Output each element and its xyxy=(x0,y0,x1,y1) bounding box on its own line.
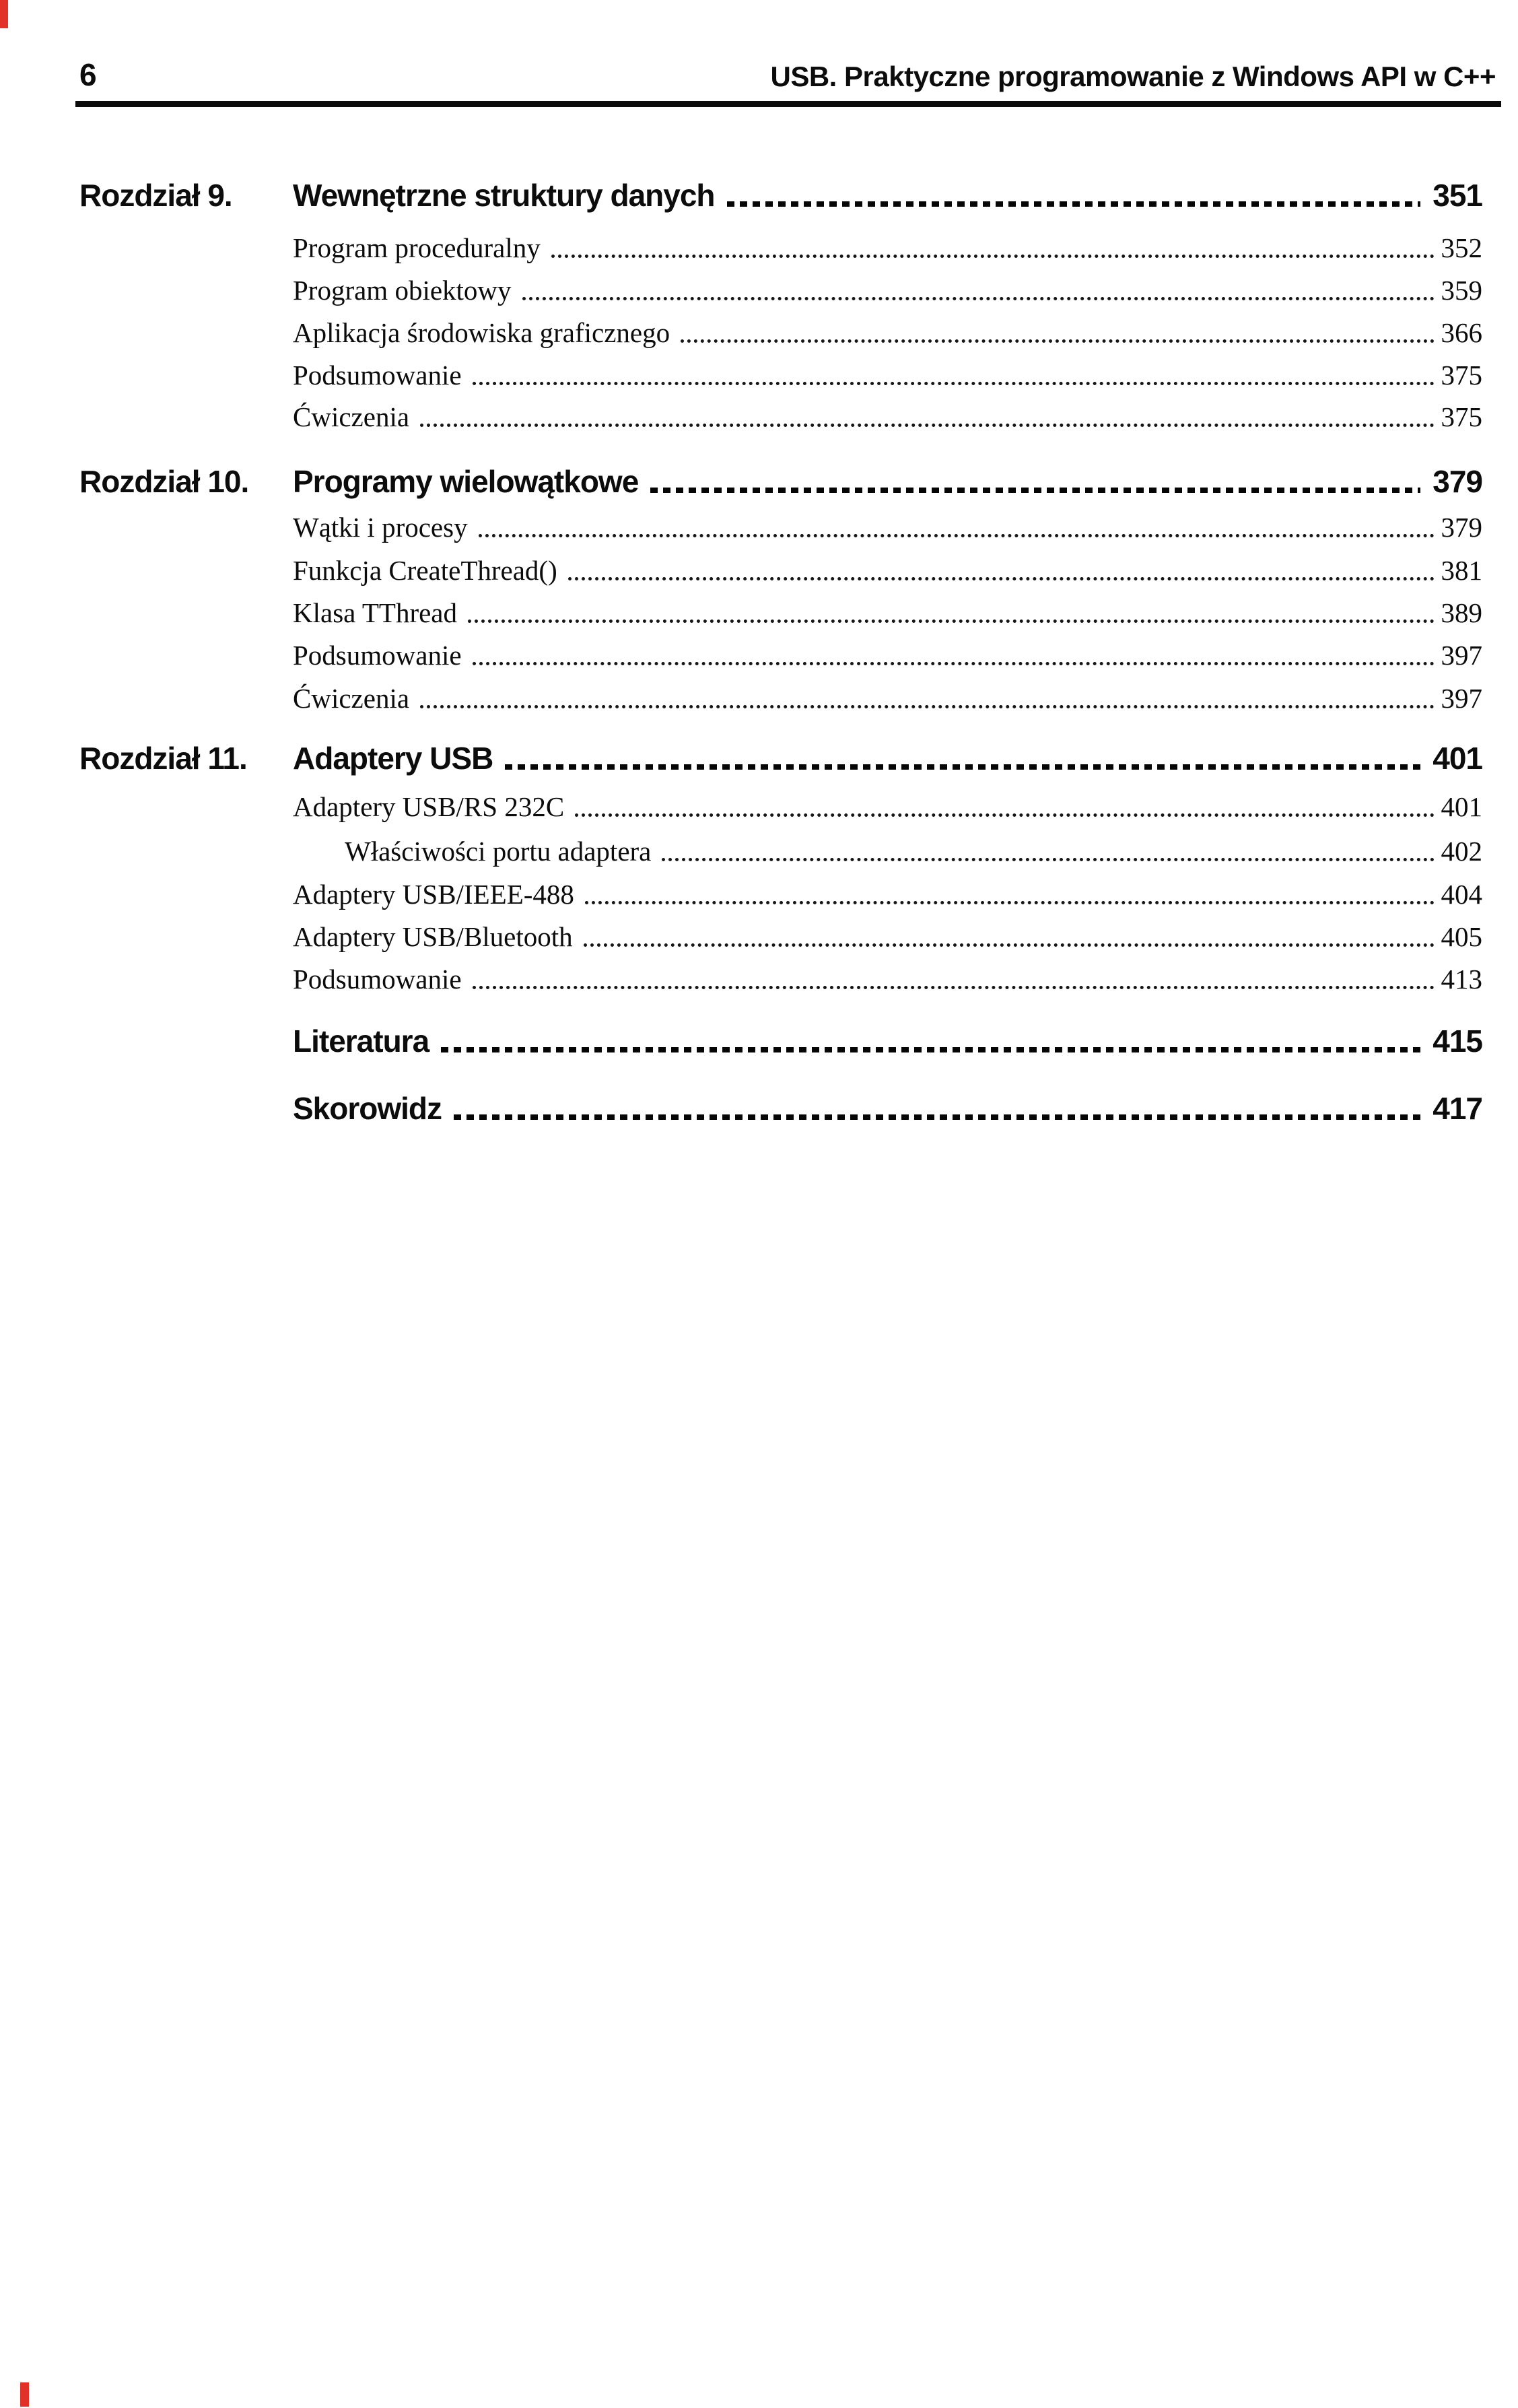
backmatter-page-number: 417 xyxy=(1433,1091,1482,1126)
dotted-leader xyxy=(454,1114,1420,1120)
dotted-leader xyxy=(420,705,1434,708)
item-title: Program obiektowy xyxy=(293,275,512,306)
item-page-number: 375 xyxy=(1441,401,1482,432)
chapter-row xyxy=(0,740,1482,776)
dotted-leader xyxy=(473,662,1435,665)
toc-item-row xyxy=(0,552,1482,589)
dotted-leader xyxy=(468,620,1435,623)
item-title: Funkcja CreateThread() xyxy=(293,555,557,586)
chapter-page-number: 401 xyxy=(1433,741,1482,776)
item-title: Podsumowanie xyxy=(293,360,462,391)
chapter-row xyxy=(0,177,1482,213)
item-title: Wątki i procesy xyxy=(293,512,468,543)
item-page-number: 375 xyxy=(1441,360,1482,391)
toc-item-row xyxy=(0,399,1482,435)
chapter-label: Rozdział 11. xyxy=(79,741,247,776)
toc-item-row xyxy=(0,833,1482,869)
item-page-number: 352 xyxy=(1441,232,1482,263)
toc-item-row xyxy=(0,637,1482,673)
dotted-leader xyxy=(551,255,1435,258)
item-title: Adaptery USB/RS 232C xyxy=(293,791,565,822)
item-title: Podsumowanie xyxy=(293,640,462,671)
item-page-number: 405 xyxy=(1441,921,1482,952)
toc-item-row xyxy=(0,876,1482,912)
item-page-number: 397 xyxy=(1441,683,1482,714)
dotted-leader xyxy=(522,297,1435,300)
toc-item-row xyxy=(0,357,1482,393)
item-title: Program proceduralny xyxy=(293,232,541,263)
dotted-leader xyxy=(681,339,1434,343)
item-page-number: 366 xyxy=(1441,317,1482,348)
red-scan-mark-top xyxy=(0,0,8,28)
red-scan-mark-bottom xyxy=(20,2382,29,2407)
item-page-number: 359 xyxy=(1441,275,1482,306)
toc-item-row xyxy=(0,961,1482,997)
dotted-leader xyxy=(650,488,1420,493)
chapter-title: Wewnętrzne struktury danych xyxy=(293,178,715,213)
dotted-leader xyxy=(473,986,1435,989)
dotted-leader xyxy=(584,943,1435,947)
toc-item-row xyxy=(0,918,1482,955)
dotted-leader xyxy=(585,901,1435,904)
item-page-number: 389 xyxy=(1441,597,1482,628)
chapter-title: Adaptery USB xyxy=(293,741,493,776)
dotted-leader xyxy=(420,424,1434,427)
toc-item-row xyxy=(0,314,1482,351)
chapter-title: Programy wielowątkowe xyxy=(293,464,639,499)
item-title: Aplikacja środowiska graficznego xyxy=(293,317,670,348)
item-title: Adaptery USB/Bluetooth xyxy=(293,921,573,952)
toc-item-row xyxy=(0,595,1482,631)
chapter-row xyxy=(0,463,1482,500)
dotted-leader xyxy=(568,577,1435,580)
item-title: Adaptery USB/IEEE-488 xyxy=(293,879,574,910)
item-title: Ćwiczenia xyxy=(293,401,410,432)
toc-item-row xyxy=(0,509,1482,545)
dotted-leader xyxy=(662,858,1434,861)
item-title: Podsumowanie xyxy=(293,964,462,995)
item-page-number: 379 xyxy=(1441,512,1482,543)
item-page-number: 401 xyxy=(1441,791,1482,822)
item-title: Klasa TThread xyxy=(293,597,457,628)
dotted-leader xyxy=(575,813,1434,817)
chapter-page-number: 379 xyxy=(1433,464,1482,499)
item-page-number: 404 xyxy=(1441,879,1482,910)
item-page-number: 381 xyxy=(1441,555,1482,586)
backmatter-row xyxy=(0,1090,1482,1127)
backmatter-title: Literatura xyxy=(293,1024,429,1059)
chapter-page-number: 351 xyxy=(1433,178,1482,213)
dotted-leader xyxy=(727,201,1421,207)
toc-item-row xyxy=(0,680,1482,716)
header-rule xyxy=(75,101,1501,107)
item-page-number: 397 xyxy=(1441,640,1482,671)
page-number: 6 xyxy=(79,57,97,92)
chapter-label: Rozdział 9. xyxy=(79,178,232,213)
toc-item-row xyxy=(0,789,1482,825)
item-page-number: 413 xyxy=(1441,964,1482,995)
item-title: Ćwiczenia xyxy=(293,683,410,714)
dotted-leader xyxy=(505,764,1420,770)
chapter-label: Rozdział 10. xyxy=(79,464,249,499)
backmatter-row xyxy=(0,1023,1482,1059)
item-page-number: 402 xyxy=(1441,836,1482,867)
backmatter-title: Skorowidz xyxy=(293,1091,442,1126)
toc-item-row xyxy=(0,230,1482,266)
dotted-leader xyxy=(479,534,1435,537)
item-title: Właściwości portu adaptera xyxy=(345,836,652,867)
dotted-leader xyxy=(441,1047,1420,1052)
toc-item-row xyxy=(0,272,1482,308)
dotted-leader xyxy=(473,382,1435,385)
backmatter-page-number: 415 xyxy=(1433,1024,1482,1059)
running-title: USB. Praktyczne programowanie z Windows API w C++ xyxy=(770,61,1496,92)
